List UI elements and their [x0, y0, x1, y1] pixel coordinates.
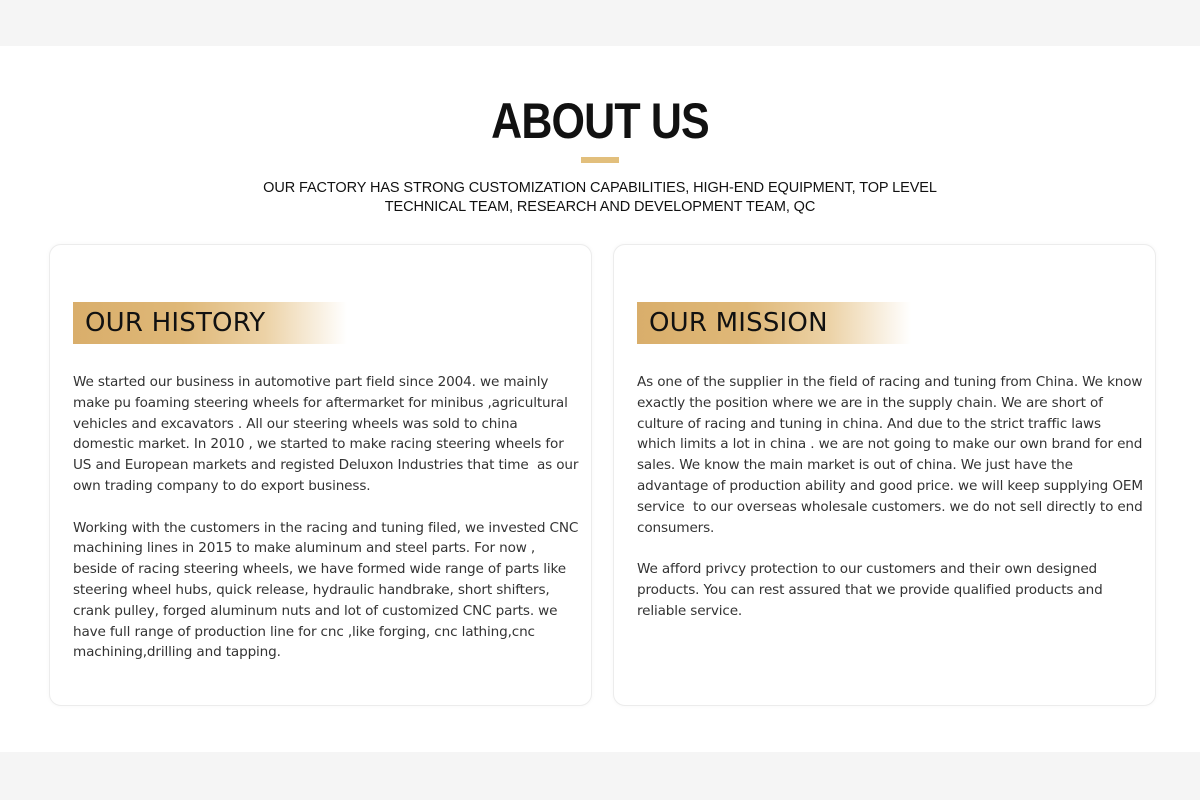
mission-heading-banner	[637, 302, 911, 344]
bottom-band	[0, 752, 1200, 800]
history-body	[73, 372, 583, 684]
mission-paragraph-1: As one of the supplier in the field of racing and tuning from China. We know exactly the position where we are in the supply chain. We are short of culture of racing and tuning in china. And due to the strict traffic laws which limits a lot in china . we are not going to make our own brand for end sales. We know the main market is out of china. We just have the advantage of production ability and good price. we will keep supplying OEM service to our overseas wholesale customers. we do not sell directly to end consumers.	[637, 374, 1148, 536]
page-title: ABOUT US	[491, 93, 709, 149]
subtitle-line-1: OUR FACTORY HAS STRONG CUSTOMIZATION CAPABILITIES, HIGH-END EQUIPMENT, TOP LEVEL	[263, 180, 937, 196]
subtitle-line-2: TECHNICAL TEAM, RESEARCH AND DEVELOPMENT TEAM, QC	[384, 199, 816, 215]
history-paragraph-2: Working with the customers in the racing and tuning filed, we invested CNC machining lines in 2015 to make aluminum and steel parts. For now , beside of racing steering wheels, we have formed wide range of parts like steering wheel hubs, quick release, hydraulic handbrake, short shifters, crank pulley, forged aluminum nuts and lot of customized CNC parts. we have full range of production line for cnc ,like forging, cnc lathing,cnc machining,drilling and tapping.	[73, 519, 583, 661]
history-paragraph-1: We started our business in automotive part field since 2004. we mainly make pu foaming steering wheels for aftermarket for minibus ,agricultural vehicles and excavators . All our steering wheels was sold to china domestic market. In 2010 , we started to make racing steering wheels for US and European markets and registed Deluxon Industries that time as our own trading company to do export business.	[73, 374, 583, 494]
mission-body	[637, 372, 1148, 642]
top-band	[0, 0, 1200, 46]
history-card	[49, 244, 592, 706]
mission-paragraph-2: We afford privcy protection to our customers and their own designed products. You can rest assured that we provide qualified products and reliable service.	[637, 561, 1107, 619]
page-subtitle	[200, 179, 1000, 217]
history-heading: OUR HISTORY	[85, 308, 266, 338]
title-underline	[581, 157, 619, 163]
mission-card	[613, 244, 1156, 706]
history-heading-banner	[73, 302, 347, 344]
mission-heading: OUR MISSION	[649, 308, 828, 338]
